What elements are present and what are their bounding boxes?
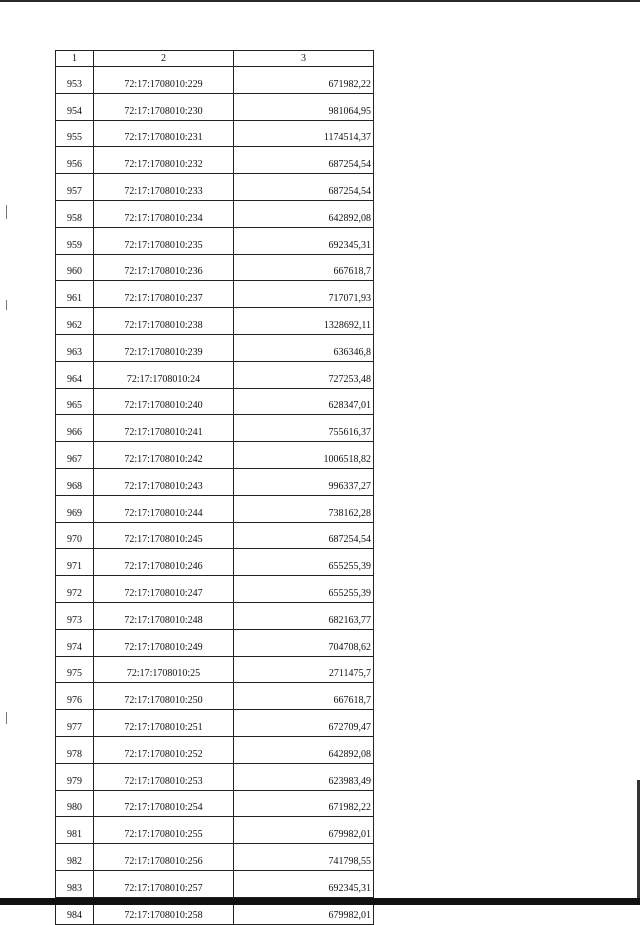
row-number: 979 <box>56 763 94 790</box>
cadastral-number: 72:17:1708010:254 <box>94 790 234 817</box>
cadastral-number: 72:17:1708010:237 <box>94 281 234 308</box>
cadastral-number: 72:17:1708010:251 <box>94 710 234 737</box>
table-row <box>56 549 374 576</box>
cadastral-number: 72:17:1708010:253 <box>94 763 234 790</box>
cadastral-number: 72:17:1708010:241 <box>94 415 234 442</box>
cadastral-value: 727253,48 <box>234 361 374 388</box>
header-col-1: 1 <box>56 51 94 67</box>
table-row <box>56 495 374 522</box>
row-number: 980 <box>56 790 94 817</box>
cadastral-number: 72:17:1708010:245 <box>94 522 234 549</box>
scan-margin-mark <box>6 300 7 310</box>
cadastral-number: 72:17:1708010:232 <box>94 147 234 174</box>
row-number: 957 <box>56 174 94 201</box>
table-row <box>56 254 374 281</box>
cadastral-number: 72:17:1708010:233 <box>94 174 234 201</box>
table-row <box>56 388 374 415</box>
row-number: 966 <box>56 415 94 442</box>
row-number: 967 <box>56 442 94 469</box>
cadastral-number: 72:17:1708010:229 <box>94 67 234 94</box>
table-row <box>56 602 374 629</box>
table-body <box>56 67 374 925</box>
cadastral-value: 687254,54 <box>234 522 374 549</box>
row-number: 962 <box>56 308 94 335</box>
table-row <box>56 656 374 683</box>
table-row <box>56 522 374 549</box>
cadastral-value: 687254,54 <box>234 174 374 201</box>
table-row <box>56 415 374 442</box>
cadastral-value-table <box>55 50 374 925</box>
cadastral-value: 2711475,7 <box>234 656 374 683</box>
cadastral-number: 72:17:1708010:231 <box>94 120 234 147</box>
cadastral-value: 667618,7 <box>234 254 374 281</box>
cadastral-value: 671982,22 <box>234 67 374 94</box>
header-col-2: 2 <box>94 51 234 67</box>
cadastral-number: 72:17:1708010:234 <box>94 200 234 227</box>
cadastral-number: 72:17:1708010:244 <box>94 495 234 522</box>
row-number: 964 <box>56 361 94 388</box>
cadastral-number: 72:17:1708010:252 <box>94 736 234 763</box>
cadastral-number: 72:17:1708010:249 <box>94 629 234 656</box>
scan-margin-mark <box>6 205 7 219</box>
cadastral-value: 655255,39 <box>234 549 374 576</box>
row-number: 976 <box>56 683 94 710</box>
table-row <box>56 468 374 495</box>
cadastral-number: 72:17:1708010:255 <box>94 817 234 844</box>
cadastral-number: 72:17:1708010:246 <box>94 549 234 576</box>
scan-margin-mark <box>6 712 7 724</box>
header-col-3: 3 <box>234 51 374 67</box>
table-row <box>56 790 374 817</box>
cadastral-value: 996337,27 <box>234 468 374 495</box>
cadastral-value: 687254,54 <box>234 147 374 174</box>
cadastral-value: 628347,01 <box>234 388 374 415</box>
row-number: 960 <box>56 254 94 281</box>
row-number: 955 <box>56 120 94 147</box>
row-number: 970 <box>56 522 94 549</box>
table-row <box>56 844 374 871</box>
table-header-row <box>56 51 374 67</box>
cadastral-number: 72:17:1708010:25 <box>94 656 234 683</box>
table-row <box>56 120 374 147</box>
cadastral-value: 679982,01 <box>234 817 374 844</box>
cadastral-value: 981064,95 <box>234 93 374 120</box>
row-number: 954 <box>56 93 94 120</box>
cadastral-value: 655255,39 <box>234 576 374 603</box>
table-row <box>56 576 374 603</box>
row-number: 983 <box>56 870 94 897</box>
cadastral-number: 72:17:1708010:24 <box>94 361 234 388</box>
row-number: 953 <box>56 67 94 94</box>
scan-bottom-edge <box>0 898 640 905</box>
cadastral-value: 1174514,37 <box>234 120 374 147</box>
row-number: 973 <box>56 602 94 629</box>
table-row <box>56 174 374 201</box>
cadastral-value: 671982,22 <box>234 790 374 817</box>
row-number: 965 <box>56 388 94 415</box>
cadastral-value: 636346,8 <box>234 334 374 361</box>
cadastral-number: 72:17:1708010:243 <box>94 468 234 495</box>
cadastral-number: 72:17:1708010:248 <box>94 602 234 629</box>
cadastral-value: 741798,55 <box>234 844 374 871</box>
cadastral-number: 72:17:1708010:230 <box>94 93 234 120</box>
row-number: 982 <box>56 844 94 871</box>
cadastral-number: 72:17:1708010:242 <box>94 442 234 469</box>
table-row <box>56 683 374 710</box>
cadastral-number: 72:17:1708010:236 <box>94 254 234 281</box>
cadastral-value: 679982,01 <box>234 897 374 924</box>
table-row <box>56 361 374 388</box>
cadastral-value: 1328692,11 <box>234 308 374 335</box>
row-number: 971 <box>56 549 94 576</box>
row-number: 961 <box>56 281 94 308</box>
table-row <box>56 710 374 737</box>
cadastral-value: 672709,47 <box>234 710 374 737</box>
table-row <box>56 763 374 790</box>
cadastral-value: 682163,77 <box>234 602 374 629</box>
table-row <box>56 227 374 254</box>
table-row <box>56 147 374 174</box>
row-number: 977 <box>56 710 94 737</box>
cadastral-value: 704708,62 <box>234 629 374 656</box>
table-row <box>56 629 374 656</box>
cadastral-number: 72:17:1708010:258 <box>94 897 234 924</box>
row-number: 956 <box>56 147 94 174</box>
cadastral-value: 755616,37 <box>234 415 374 442</box>
cadastral-number: 72:17:1708010:235 <box>94 227 234 254</box>
row-number: 975 <box>56 656 94 683</box>
cadastral-value: 717071,93 <box>234 281 374 308</box>
cadastral-number: 72:17:1708010:240 <box>94 388 234 415</box>
scan-top-edge <box>0 0 640 2</box>
cadastral-number: 72:17:1708010:250 <box>94 683 234 710</box>
row-number: 984 <box>56 897 94 924</box>
table-row <box>56 308 374 335</box>
table-row <box>56 870 374 897</box>
cadastral-value: 667618,7 <box>234 683 374 710</box>
cadastral-value: 1006518,82 <box>234 442 374 469</box>
cadastral-value: 642892,08 <box>234 736 374 763</box>
cadastral-value: 623983,49 <box>234 763 374 790</box>
cadastral-value: 642892,08 <box>234 200 374 227</box>
row-number: 972 <box>56 576 94 603</box>
row-number: 963 <box>56 334 94 361</box>
table-row <box>56 334 374 361</box>
cadastral-number: 72:17:1708010:239 <box>94 334 234 361</box>
row-number: 968 <box>56 468 94 495</box>
cadastral-value: 692345,31 <box>234 227 374 254</box>
table-row <box>56 281 374 308</box>
row-number: 974 <box>56 629 94 656</box>
table-row <box>56 67 374 94</box>
cadastral-number: 72:17:1708010:247 <box>94 576 234 603</box>
table-row <box>56 442 374 469</box>
cadastral-number: 72:17:1708010:238 <box>94 308 234 335</box>
row-number: 969 <box>56 495 94 522</box>
table-row <box>56 736 374 763</box>
row-number: 981 <box>56 817 94 844</box>
cadastral-number: 72:17:1708010:257 <box>94 870 234 897</box>
row-number: 978 <box>56 736 94 763</box>
row-number: 959 <box>56 227 94 254</box>
table-row <box>56 93 374 120</box>
cadastral-value: 738162,28 <box>234 495 374 522</box>
cadastral-number: 72:17:1708010:256 <box>94 844 234 871</box>
table-row <box>56 200 374 227</box>
cadastral-value: 692345,31 <box>234 870 374 897</box>
row-number: 958 <box>56 200 94 227</box>
table-row <box>56 817 374 844</box>
